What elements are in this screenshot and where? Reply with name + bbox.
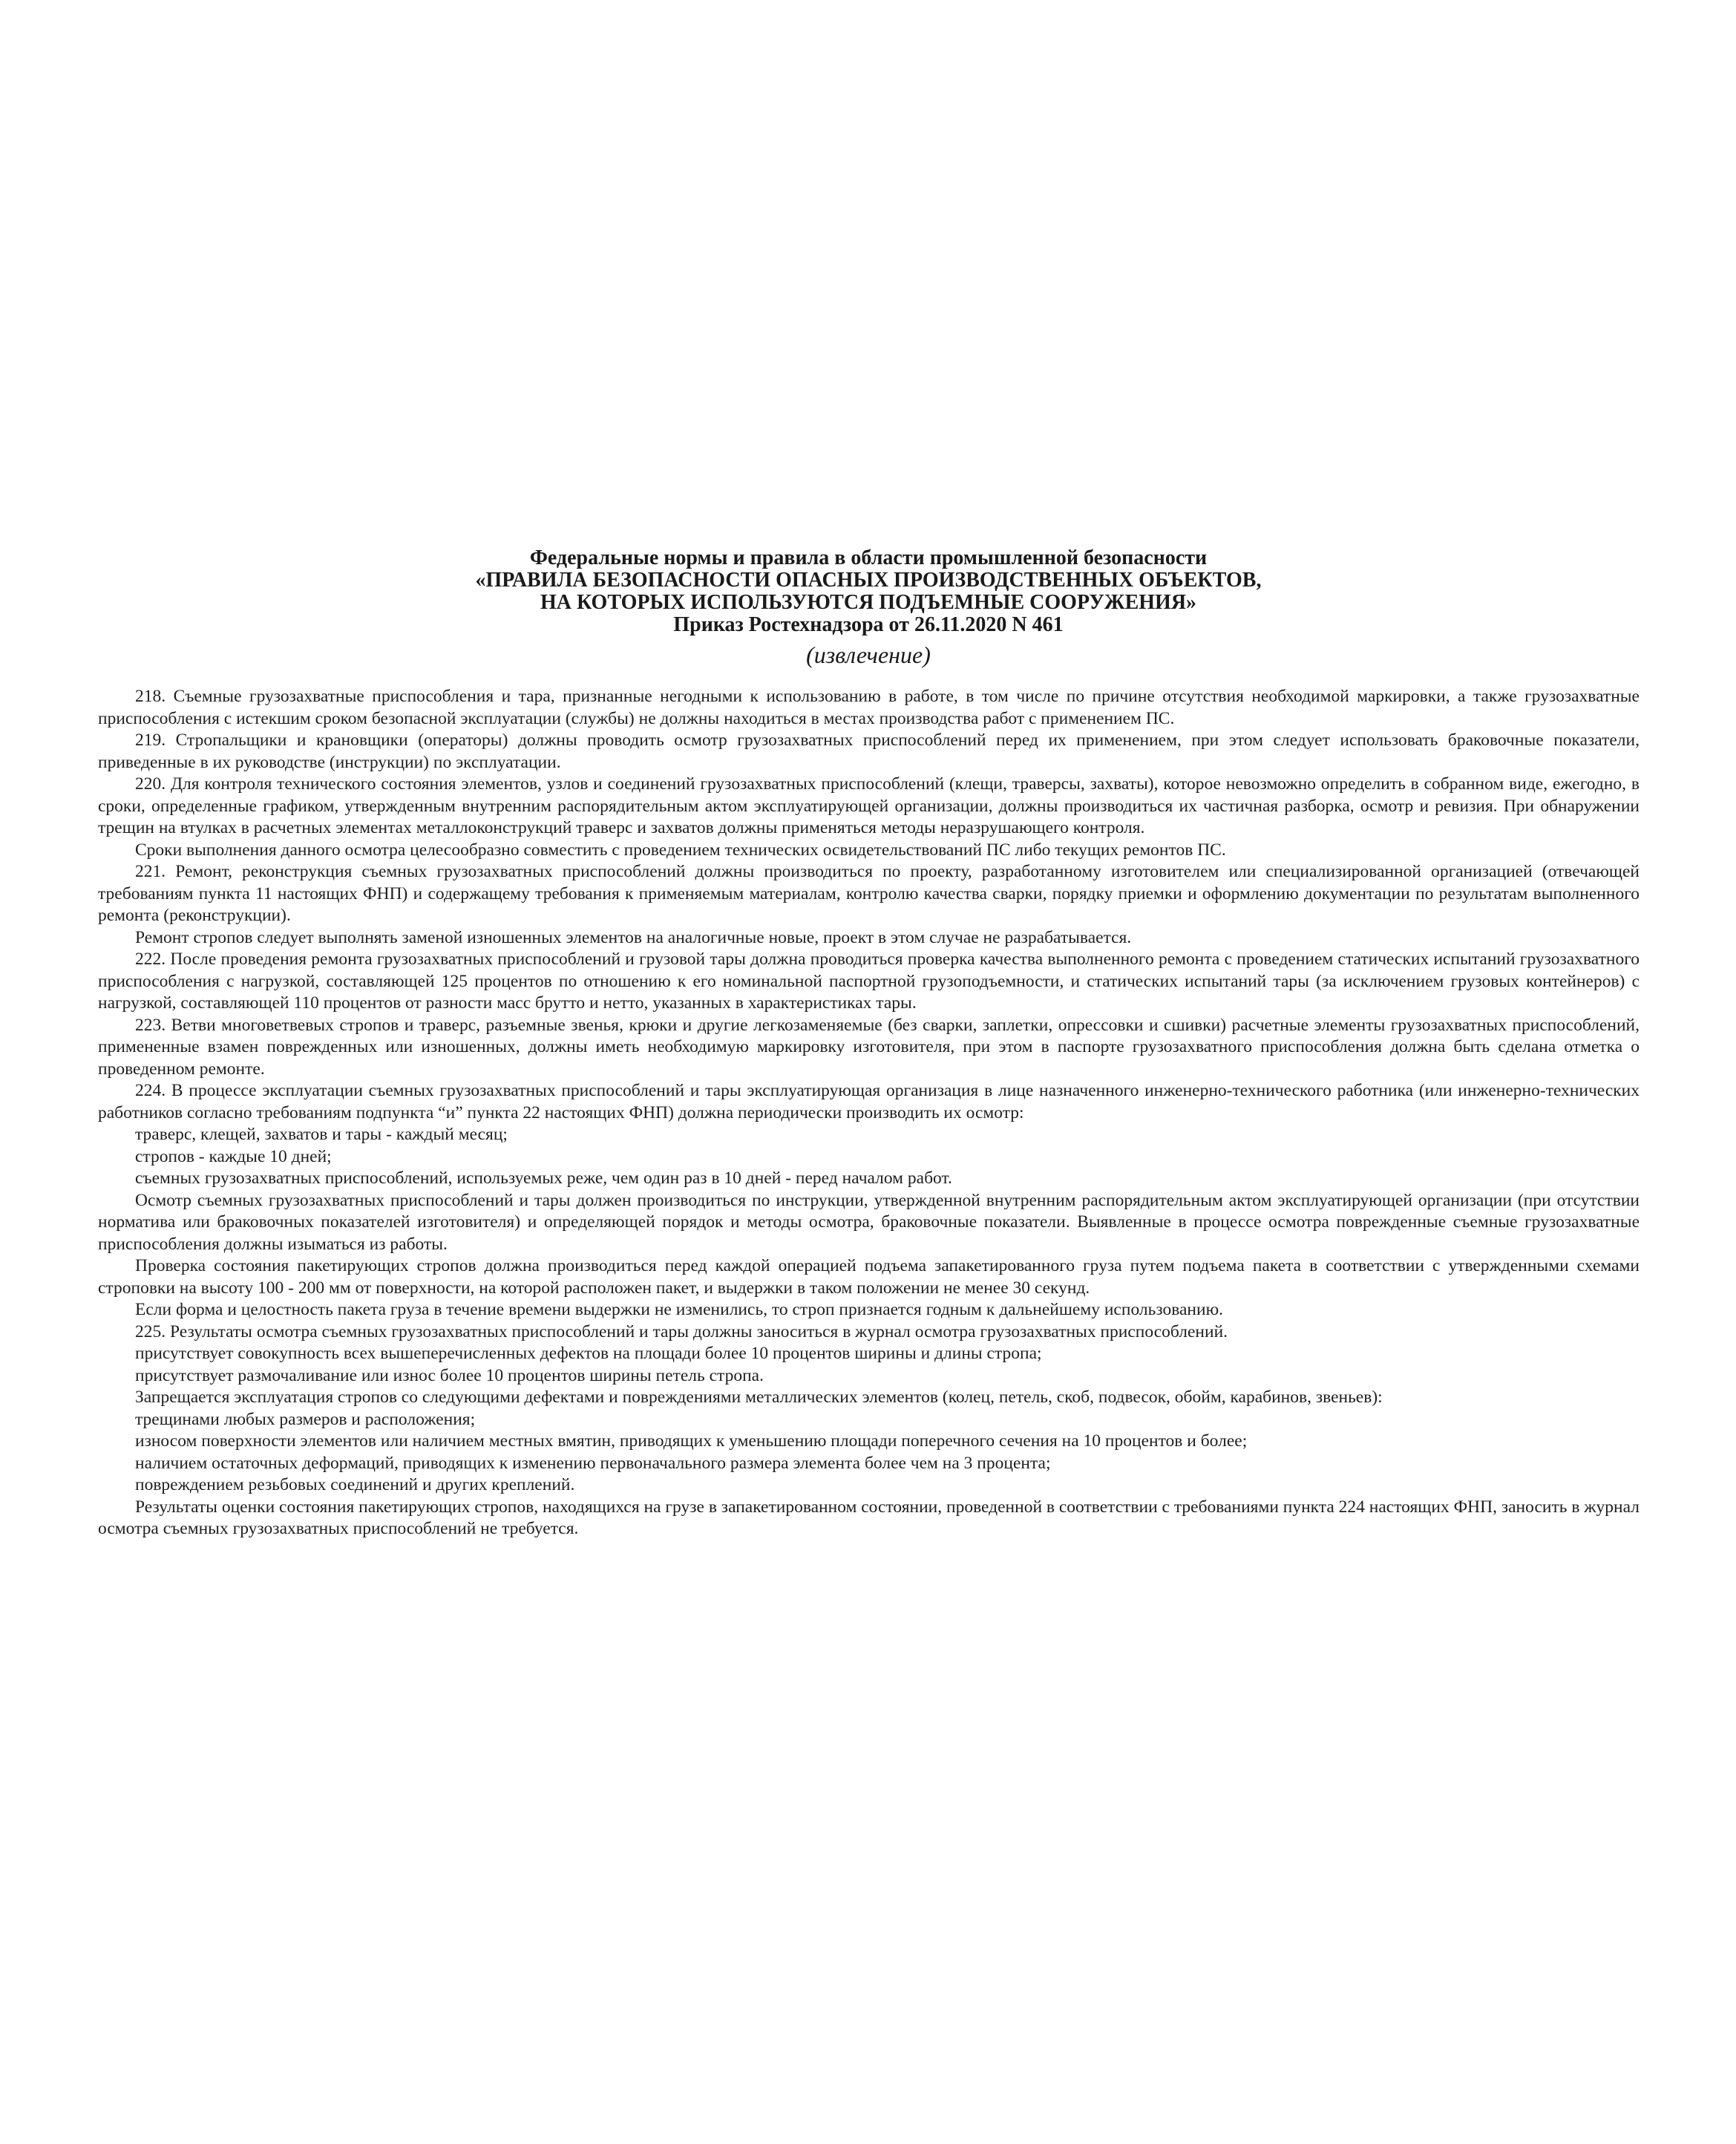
paragraph: износом поверхности элементов или наличием местных вмятин, приводящих к уменьшению площади поперечного сечения на 10 процентов и более; [135,1431,1248,1451]
paragraph: 221. Ремонт, реконструкция съемных грузозахватных приспособлений должны производиться по проекту, разработанному изготовителем или специализированной организацией (отвечающей требованиям пункта 11 настоящих ФНП) и содержащему требования к применяемым материалам, контролю качества сварки, порядку приемки и оформлению документации по результатам выполненного ремонта (реконструкции). [98,862,1640,925]
header-subtitle: (извлечение) [806,641,931,668]
paragraph: повреждением резьбовых соединений и других креплений. [135,1475,575,1494]
document-header [96,547,1640,669]
paragraph: Если форма и целостность пакета груза в течение времени выдержки не изменились, то строп признается годным к дальнейшему использованию. [135,1300,1224,1319]
paragraph: наличием остаточных деформаций, приводящих к изменению первоначального размера элемента более чем на 3 процента; [135,1453,1051,1473]
paragraph: Осмотр съемных грузозахватных приспособлений и тары должен производиться по инструкции, утвержденной внутренним распорядительным актом эксплуатирующей организации (при отсутствии норматива или браковочных показателей изготовителя) и определяющей порядок и методы осмотра, браковочные показатели. Выявленные в процессе осмотра поврежденные съемные грузозахватные приспособления должны изыматься из работы. [98,1190,1640,1254]
paragraph: 223. Ветви многоветвевых стропов и траверс, разъемные звенья, крюки и другие легкозаменяемые (без сварки, заплетки, опрессовки и сшивки) расчетные элементы грузозахватных приспособлений, примененные взамен поврежденных или изношенных, должны иметь необходимую маркировку изготовителя, при этом в паспорте грузозахватного приспособления должна быть сделана отметка о проведенном ремонте. [98,1015,1640,1079]
header-line-regulation: Федеральные нормы и правила в области промышленной безопасности [529,546,1208,569]
paragraph: 218. Съемные грузозахватные приспособления и тара, признанные негодными к использованию в работе, в том числе по причине отсутствия необходимой маркировки, а также грузозахватные приспособления с истекшим сроком безопасной эксплуатации (службы) не должны находиться в местах производства работ с применением ПС. [98,687,1640,728]
paragraph: траверс, клещей, захватов и тары - каждый месяц; [135,1125,508,1144]
paragraph: присутствует размочаливание или износ более 10 процентов ширины петель стропа. [135,1365,764,1385]
paragraph: Сроки выполнения данного осмотра целесообразно совместить с проведением технических освидетельствований ПС либо текущих ремонтов ПС. [135,840,1226,860]
paragraph: 225. Результаты осмотра съемных грузозахватных приспособлений и тары должны заноситься в журнал осмотра грузозахватных приспособлений. [135,1321,1228,1341]
paragraph: 219. Стропальщики и крановщики (операторы) должны проводить осмотр грузозахватных приспособлений перед их применением, при этом следует использовать браковочные показатели, приведенные в их руководстве (инструкции) по эксплуатации. [98,731,1640,772]
paragraph: съемных грузозахватных приспособлений, используемых реже, чем один раз в 10 дней - перед началом работ. [135,1169,952,1188]
header-line-title-1: «ПРАВИЛА БЕЗОПАСНОСТИ ОПАСНЫХ ПРОИЗВОДСТВЕННЫХ ОБЪЕКТОВ, [475,569,1262,592]
paragraph: Запрещается эксплуатация стропов со следующими дефектами и повреждениями металлических элементов (колец, петель, скоб, подвесок, обойм, карабинов, звеньев): [135,1388,1383,1407]
paragraph: Проверка состояния пакетирующих стропов должна производиться перед каждой операцией подъема запакетированного груза путем подъема пакета в соответствии с утвержденными схемами строповки на высоту 100 - 200 мм от поверхности, на которой расположен пакет, и выдержки в таком положении не менее 30 секунд. [98,1256,1640,1298]
paragraph: стропов - каждые 10 дней; [135,1146,332,1166]
header-line-title-2: НА КОТОРЫХ ИСПОЛЬЗУЮТСЯ ПОДЪЕМНЫЕ СООРУЖЕНИЯ» [540,591,1197,614]
paragraph: 220. Для контроля технического состояния элементов, узлов и соединений грузозахватных приспособлений (клещи, траверсы, захваты), которое невозможно определить в собранном виде, ежегодно, в сроки, определенные графиком, утвержденным внутренним распорядительным актом эксплуатирующей организации, должны производиться их частичная разборка, осмотр и ревизия. При обнаружении трещин на втулках в расчетных элементах металлоконструкций траверс и захватов должны применяться методы неразрушающего контроля. [98,774,1640,837]
paragraph: Результаты оценки состояния пакетирующих стропов, находящихся на грузе в запакетированном состоянии, проведенной в соответствии с требованиями пункта 224 настоящих ФНП, заносить в журнал осмотра съемных грузозахватных приспособлений не требуется. [98,1497,1640,1538]
paragraph: присутствует совокупность всех вышеперечисленных дефектов на площади более 10 процентов ширины и длины стропа; [135,1344,1042,1363]
paragraph: 222. После проведения ремонта грузозахватных приспособлений и грузовой тары должна проводиться проверка качества выполненного ремонта с проведением статических испытаний грузозахватного приспособления с нагрузкой, составляющей 125 процентов по отношению к его номинальной паспортной грузоподъемности, и статических испытаний тары (за исключением грузовых контейнеров) с нагрузкой, составляющей 110 процентов от разности масс брутто и нетто, указанных в характеристиках тары. [98,950,1640,1013]
paragraph: Ремонт стропов следует выполнять заменой изношенных элементов на аналогичные новые, проект в этом случае не разрабатывается. [135,927,1132,947]
header-line-order: Приказ Ростехнадзора от 26.11.2020 N 461 [673,613,1064,636]
paragraph: трещинами любых размеров и расположения; [135,1409,476,1429]
document-body [98,686,1640,1540]
paragraph: 224. В процессе эксплуатации съемных грузозахватных приспособлений и тары эксплуатирующая организация в лице назначенного инженерно-технического работника (или инженерно-технических работников согласно требованиям подпункта “и” пункта 22 настоящих ФНП) должна периодически производить их осмотр: [98,1081,1640,1122]
